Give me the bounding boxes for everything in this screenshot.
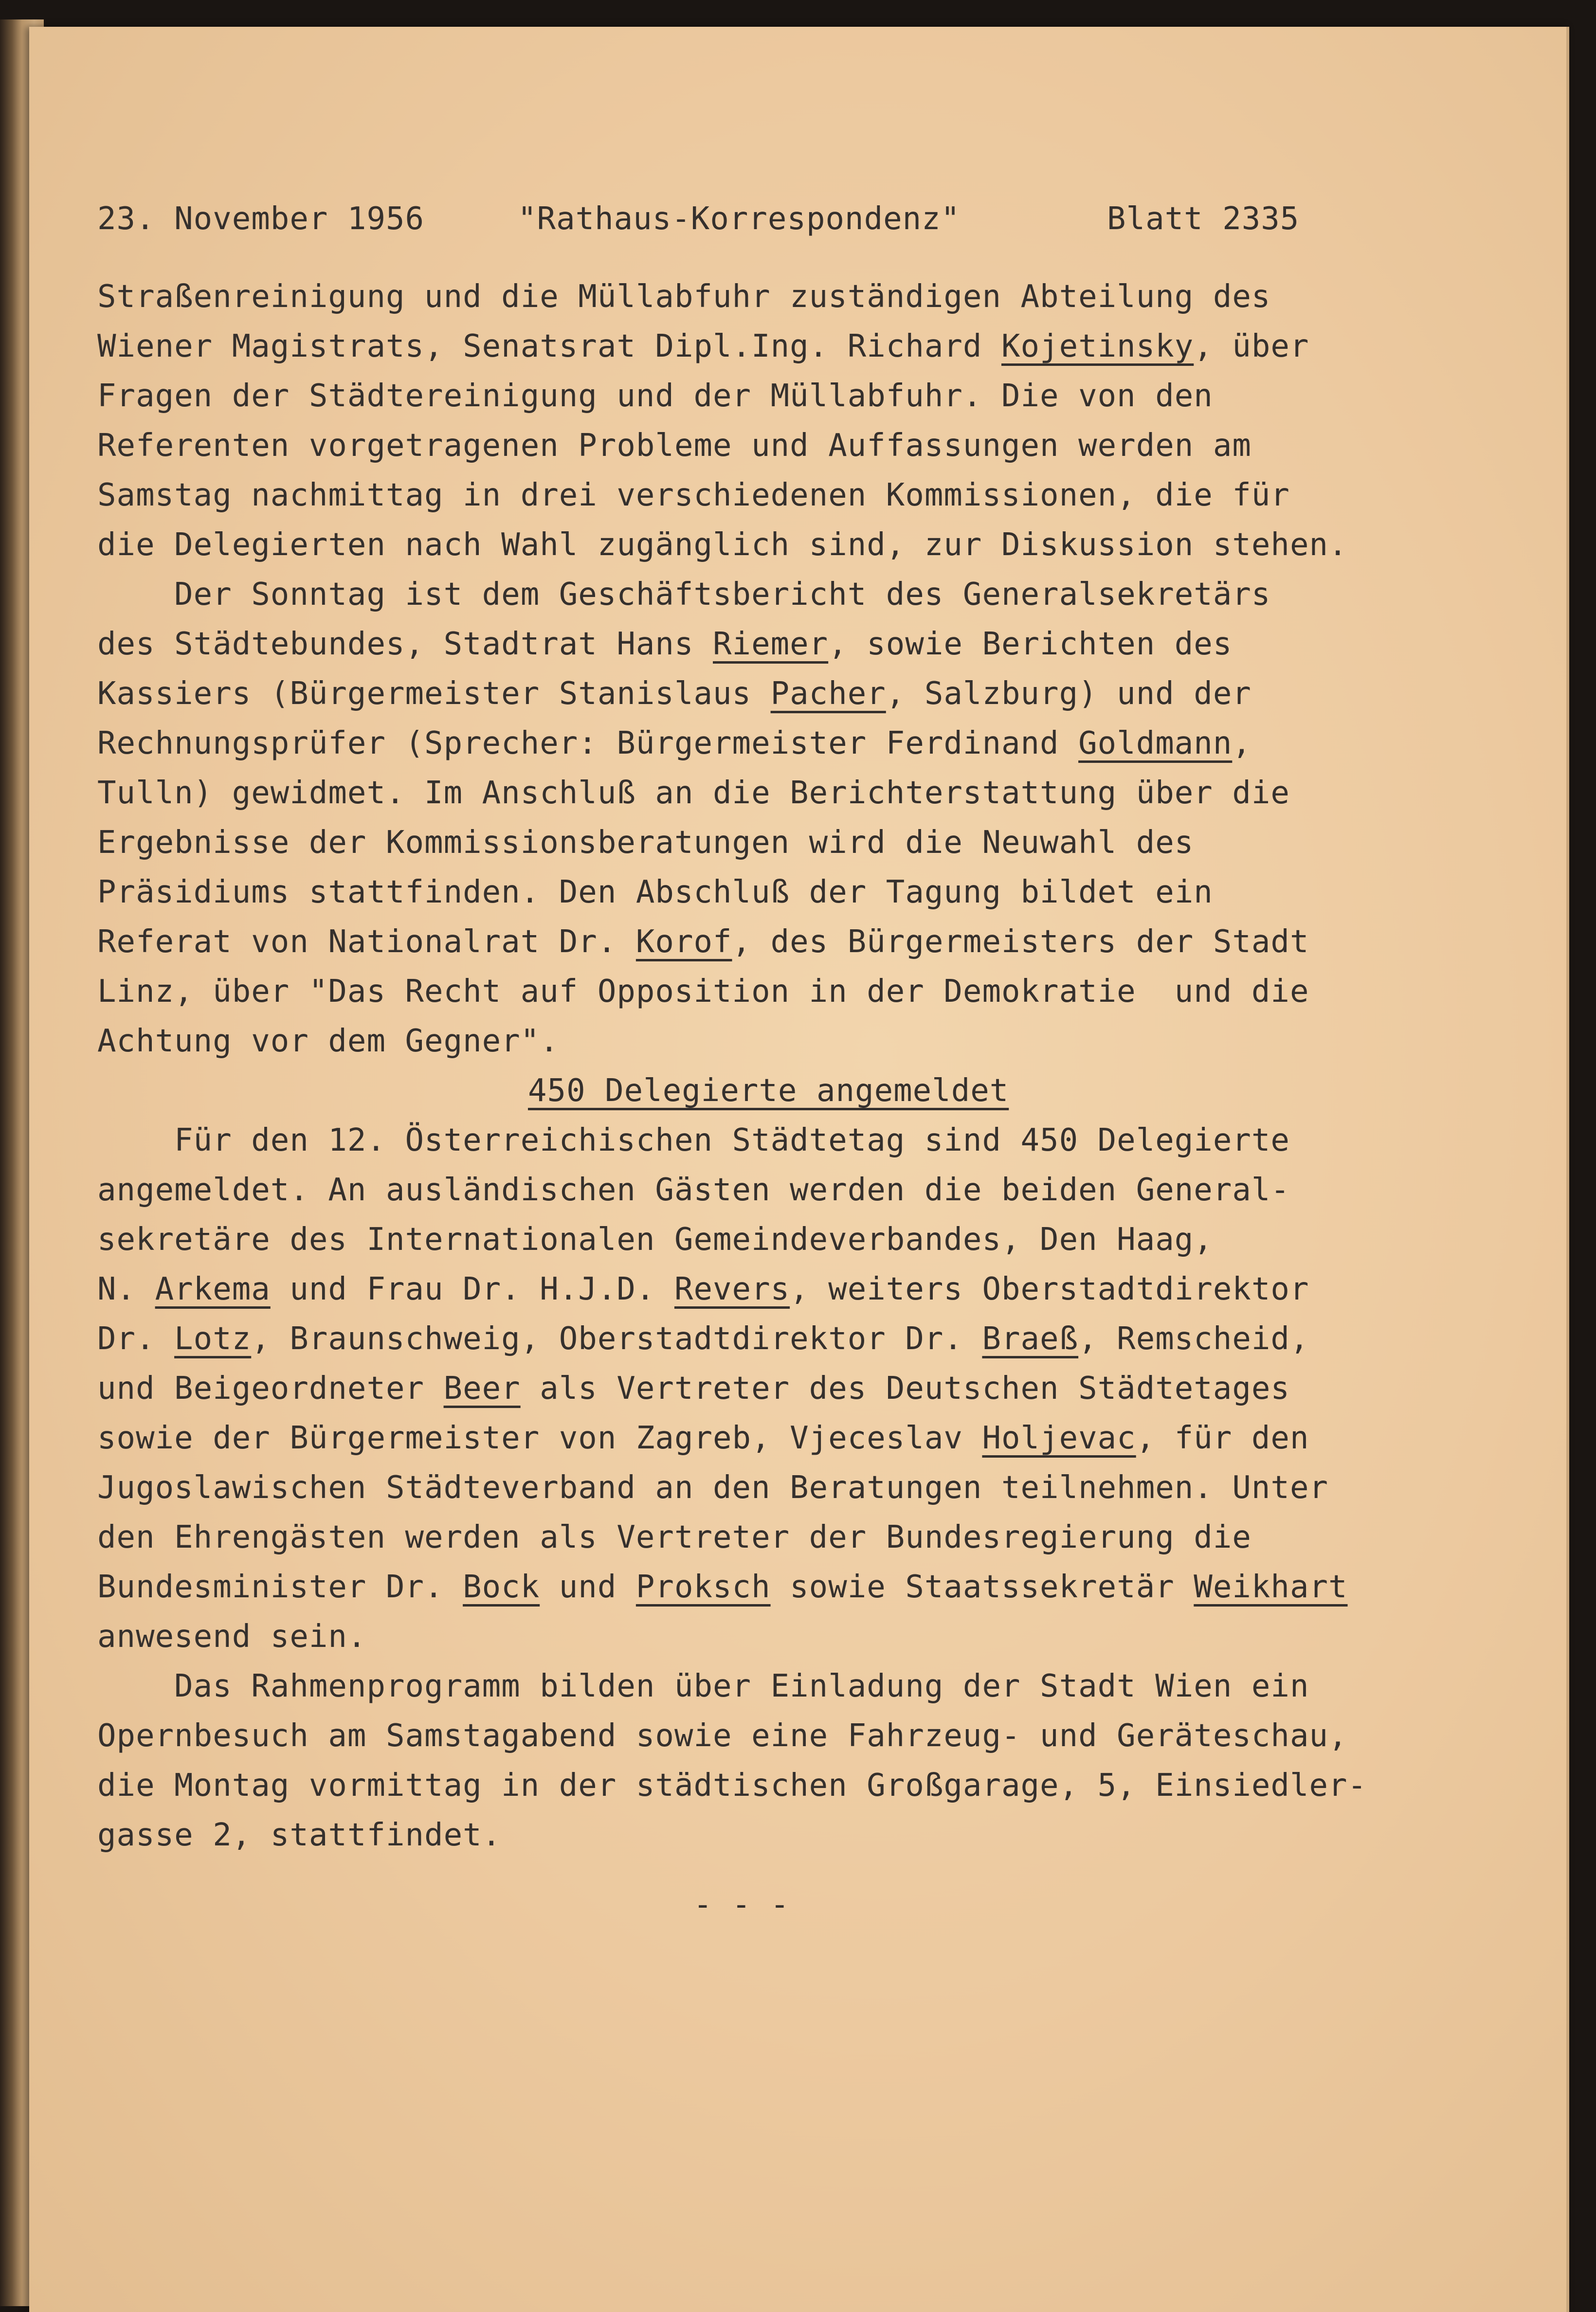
header-publication: "Rathaus-Korrespondenz" (518, 201, 961, 237)
underlined-name: Riemer (713, 626, 829, 662)
text-line (97, 1563, 1348, 1611)
underlined-name: Braeß (982, 1321, 1079, 1357)
text-segment: Wiener Magistrats, Senatsrat Dipl.Ing. Richard (97, 328, 1001, 364)
text-line: Fragen der Städtereinigung und der Müllabfuhr. Die von den (97, 378, 1213, 414)
text-line: die Delegierten nach Wahl zugänglich sind, zur Diskussion stehen. (97, 527, 1348, 563)
text-segment: und (540, 1569, 636, 1605)
text-segment: und Frau Dr. H.J.D. (270, 1271, 674, 1307)
underlined-name: Beer (443, 1371, 521, 1407)
text-line: Das Rahmenprogramm bilden über Einladung der Stadt Wien ein (97, 1668, 1309, 1704)
text-segment: , Remscheid, (1078, 1321, 1309, 1357)
text-line: die Montag vormittag in der städtischen Großgarage, 5, Einsiedler- (97, 1768, 1367, 1804)
text-segment: , (1232, 725, 1251, 761)
underlined-name: Pacher (770, 676, 886, 712)
text-line (97, 1315, 1309, 1363)
text-segment: , sowie Berichten des (828, 626, 1233, 662)
text-line: Straßenreinigung und die Müllabfuhr zuständigen Abteilung des (97, 279, 1271, 315)
text-line: gasse 2, stattfindet. (97, 1817, 502, 1853)
text-line: Ergebnisse der Kommissionsberatungen wird die Neuwahl des (97, 825, 1194, 861)
page-header (97, 195, 1300, 243)
underlined-name: Kojetinsky (1001, 328, 1194, 364)
underlined-name: Proksch (635, 1569, 771, 1605)
text-segment: Bundesminister Dr. (97, 1569, 463, 1605)
text-segment: Dr. (97, 1321, 175, 1357)
underlined-name: Lotz (174, 1321, 252, 1357)
text-line (97, 322, 1309, 371)
text-line (97, 1265, 1309, 1314)
text-line: Referenten vorgetragenen Probleme und Auffassungen werden am (97, 428, 1251, 464)
text-line (97, 918, 1309, 966)
text-segment: , weiters Oberstadtdirektor (790, 1271, 1309, 1307)
text-line: anwesend sein. (97, 1619, 367, 1655)
header-date: 23. November 1956 (97, 201, 425, 237)
text-line (97, 719, 1251, 768)
text-line: Samstag nachmittag in drei verschiedenen Kommissionen, die für (97, 477, 1290, 513)
text-segment: , Braunschweig, Oberstadtdirektor Dr. (251, 1321, 982, 1357)
underlined-name: Goldmann (1078, 725, 1233, 761)
text-line (97, 1364, 1290, 1413)
text-segment: , für den (1136, 1420, 1309, 1456)
text-segment: des Städtebundes, Stadtrat Hans (97, 626, 713, 662)
text-segment: sowie der Bürgermeister von Zagreb, Vjeceslav (97, 1420, 982, 1456)
end-mark: - - - (693, 1887, 790, 1923)
underlined-name: Holjevac (982, 1420, 1136, 1456)
text-line: Für den 12. Österreichischen Städtetag sind 450 Delegierte (97, 1122, 1290, 1158)
text-line: den Ehrengästen werden als Vertreter der Bundesregierung die (97, 1519, 1251, 1555)
underlined-name: Korof (635, 924, 732, 960)
text-segment: sowie Staatssekretär (770, 1569, 1194, 1605)
underlined-name: Revers (674, 1271, 790, 1307)
subheading-text: 450 Delegierte angemeldet (528, 1073, 1009, 1109)
text-line: Der Sonntag ist dem Geschäftsbericht des Generalsekretärs (97, 577, 1271, 613)
sheet-edge (1566, 27, 1569, 2312)
text-segment: als Vertreter des Deutschen Städtetages (520, 1371, 1290, 1407)
text-segment: N. (97, 1271, 155, 1307)
text-segment: Kassiers (Bürgermeister Stanislaus (97, 676, 771, 712)
section-subheading (528, 1066, 1009, 1115)
underlined-name: Weikhart (1194, 1569, 1348, 1605)
text-segment: Referat von Nationalrat Dr. (97, 924, 636, 960)
text-line (97, 620, 1232, 668)
text-segment: , des Bürgermeisters der Stadt (732, 924, 1309, 960)
header-page-number: Blatt 2335 (1107, 201, 1300, 237)
text-line: Linz, über "Das Recht auf Opposition in der Demokratie und die (97, 974, 1309, 1010)
text-line (97, 1414, 1309, 1463)
text-line: Opernbesuch am Samstagabend sowie eine Fahrzeug- und Geräteschau, (97, 1718, 1348, 1754)
text-segment: und Beigeordneter (97, 1371, 444, 1407)
text-segment: , über (1194, 328, 1309, 364)
text-line (97, 669, 1251, 718)
text-line: Präsidiums stattfinden. Den Abschluß der Tagung bildet ein (97, 874, 1213, 910)
underlined-name: Bock (463, 1569, 540, 1605)
text-line: Achtung vor dem Gegner". (97, 1023, 559, 1059)
text-line: Tulln) gewidmet. Im Anschluß an die Berichterstattung über die (97, 775, 1290, 811)
text-line: sekretäre des Internationalen Gemeindeverbandes, Den Haag, (97, 1222, 1213, 1258)
underlined-name: Arkema (155, 1271, 271, 1307)
text-line: Jugoslawischen Städteverband an den Beratungen teilnehmen. Unter (97, 1470, 1328, 1506)
text-segment: , Salzburg) und der (886, 676, 1251, 712)
text-line: angemeldet. An ausländischen Gästen werden die beiden General- (97, 1172, 1290, 1208)
text-segment: Rechnungsprüfer (Sprecher: Bürgermeister Ferdinand (97, 725, 1079, 761)
